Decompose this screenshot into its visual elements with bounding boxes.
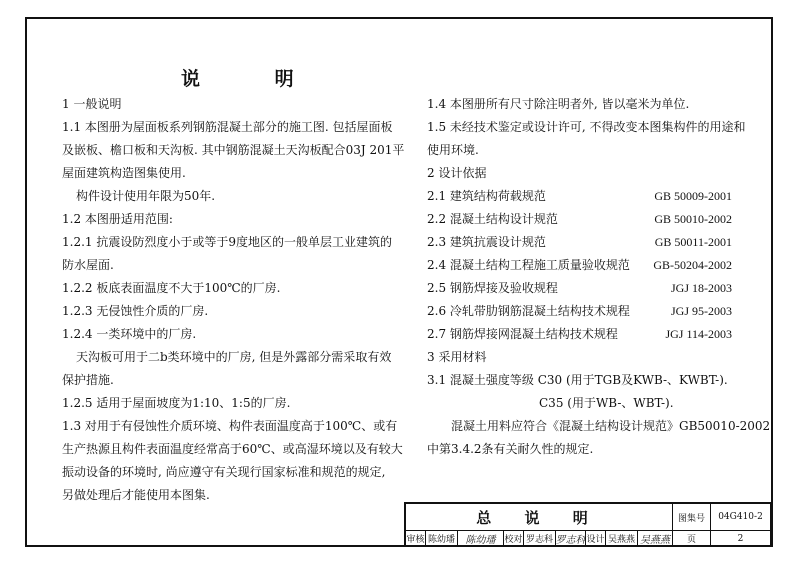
heading-design-basis: 2 设计依据	[427, 166, 487, 180]
title-block	[404, 502, 771, 547]
text-line: 1.2 本图册适用范围:	[62, 212, 173, 226]
standard-row	[427, 300, 732, 323]
text-line: 3.1 混凝土强度等级 C30 (用于TGB及KWB-、KWBT-).	[427, 373, 728, 387]
heading-general: 1 一般说明	[62, 97, 122, 111]
left-column	[62, 93, 405, 507]
standard-row	[427, 185, 732, 208]
standard-code: GB 50011-2001	[654, 235, 732, 249]
standard-row	[427, 254, 732, 277]
standard-code: JGJ 114-2003	[665, 327, 732, 341]
text-line: 屋面建筑构造图集使用.	[62, 166, 186, 180]
standard-code: GB 50010-2002	[654, 212, 732, 226]
text-line: 及嵌板、檐口板和天沟板. 其中钢筋混凝土天沟板配合03J 201平	[62, 143, 405, 157]
text-line: 防水屋面.	[62, 258, 114, 272]
designer-signature: 吴燕燕	[638, 531, 673, 547]
standard-name: 2.1 建筑结构荷载规范	[427, 189, 546, 203]
text-line: 保护措施.	[62, 373, 114, 387]
standard-code: JGJ 18-2003	[670, 281, 732, 295]
design-label: 设计	[586, 531, 606, 547]
page-label: 页	[673, 531, 711, 547]
text-line: 1.2.5 适用于屋面坡度为1:10、1:5的厂房.	[62, 396, 291, 410]
right-column	[427, 93, 771, 461]
heading-materials: 3 采用材料	[427, 350, 487, 364]
text-line: 1.2.3 无侵蚀性介质的厂房.	[62, 304, 209, 318]
title-block-title: 总 说 明	[406, 504, 673, 531]
standard-code: GB-50204-2002	[653, 258, 732, 272]
standard-code: GB 50009-2001	[654, 189, 732, 203]
standard-name: 2.7 钢筋焊接网混凝土结构技术规程	[427, 327, 618, 341]
standard-row	[427, 231, 732, 254]
checker-name: 罗志科	[524, 531, 556, 547]
reviewer-signature: 陈幼璠	[458, 531, 504, 547]
text-line: 混凝土用料应符合《混凝土结构设计规范》GB50010-2002	[451, 419, 771, 433]
standard-row	[427, 323, 732, 346]
atlas-label: 图集号	[673, 504, 711, 531]
standard-name: 2.4 混凝土结构工程施工质量验收规范	[427, 258, 630, 272]
text-line: 构件设计使用年限为50年.	[76, 189, 216, 203]
text-line: 使用环境.	[427, 143, 479, 157]
text-line: 1.3 对用于有侵蚀性介质环境、构件表面温度高于100℃、或有	[62, 419, 398, 433]
standard-name: 2.3 建筑抗震设计规范	[427, 235, 546, 249]
text-line: 振动设备的环境时, 尚应遵守有关现行国家标准和规范的规定,	[62, 465, 386, 479]
text-line: 中第3.4.2条有关耐久性的规定.	[427, 442, 594, 456]
standard-name: 2.6 冷轧带肋钢筋混凝土结构技术规程	[427, 304, 630, 318]
designer-name: 吴燕燕	[606, 531, 638, 547]
standard-code: JGJ 95-2003	[670, 304, 732, 318]
checker-signature: 罗志科	[556, 531, 586, 547]
page-title: 说 明	[181, 68, 328, 90]
reviewer-name: 陈幼璠	[426, 531, 458, 547]
atlas-number: 04G410-2	[711, 504, 771, 531]
standard-row	[427, 277, 732, 300]
text-line: C35 (用于WB-、WBT-).	[539, 396, 674, 410]
text-line: 1.1 本图册为屋面板系列钢筋混凝土部分的施工图. 包括屋面板	[62, 120, 393, 134]
text-line: 1.2.2 板底表面温度不大于100℃的厂房.	[62, 281, 281, 295]
standard-name: 2.5 钢筋焊接及验收规程	[427, 281, 558, 295]
text-line: 1.5 未经技术鉴定或设计许可, 不得改变本图集构件的用途和	[427, 120, 746, 134]
text-line: 天沟板可用于二b类环境中的厂房, 但是外露部分需采取有效	[76, 350, 392, 364]
standard-name: 2.2 混凝土结构设计规范	[427, 212, 558, 226]
text-line: 生产热源且构件表面温度经常高于60℃、或高湿环境以及有较大	[62, 442, 403, 456]
page-number: 2	[711, 531, 771, 547]
review-label: 审核	[406, 531, 426, 547]
standard-row	[427, 208, 732, 231]
text-line: 1.2.4 一类环境中的厂房.	[62, 327, 197, 341]
text-line: 另做处理后才能使用本图集.	[62, 488, 210, 502]
text-line: 1.4 本图册所有尺寸除注明者外, 皆以毫米为单位.	[427, 97, 690, 111]
check-label: 校对	[504, 531, 524, 547]
text-line: 1.2.1 抗震设防烈度小于或等于9度地区的一般单层工业建筑的	[62, 235, 392, 249]
